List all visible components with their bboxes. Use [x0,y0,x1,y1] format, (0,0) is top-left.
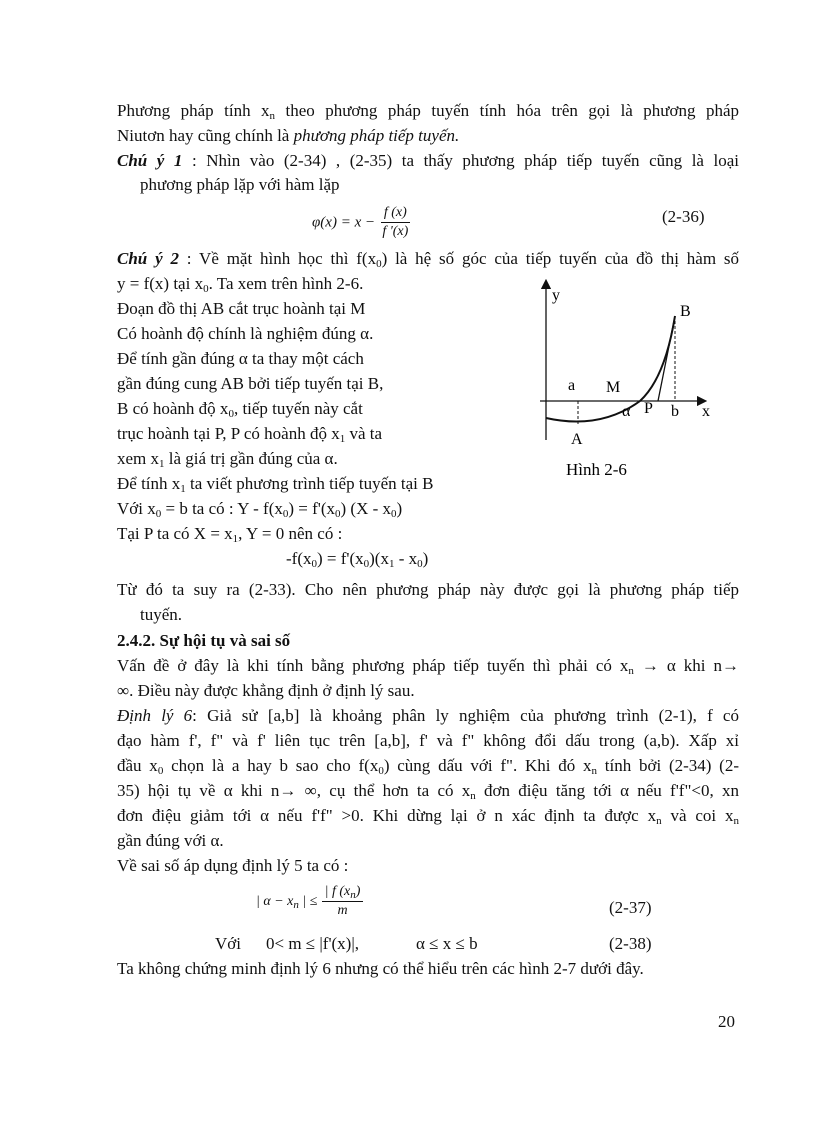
note2-line1: Chú ý 2 : Về mặt hình học thì $f(x_0)$ là hệ số góc của tiếp tuyến của đồ thị hàm số [117,249,739,270]
label-a: a [568,377,576,394]
note1-label: Chú ý 1 [117,151,183,170]
note2-line3: Đoạn đồ thị AB cắt trục hoành tại M [117,299,366,318]
note2-line11: Với $x_0 = b$ ta có : $Y - f(x_0) = f'(x_0)$ $(X - x_0)$ [117,499,403,520]
label-b: b [671,403,679,420]
theorem-line6: gần đúng với α. [117,831,224,850]
closing-line: Ta không chứng minh định lý 6 nhưng có thể hiểu trên các hình 2-7 dưới đây. [117,959,644,978]
para1-line2: Niutơn hay cũng chính là phương pháp tiếp tuyến. [117,126,460,145]
curve-ab [546,316,675,422]
note2-line12: Tại P ta có $X = x_1$, Y = 0 nên có : [117,524,343,545]
label-y: y [552,287,560,304]
label-M: M [606,379,621,396]
label-B: B [680,303,691,320]
equation-2-38-with: Với [215,934,241,953]
label-alpha: α [622,403,631,420]
note2-line4: Có hoành độ chính là nghiệm đúng α. [117,324,374,343]
equation-number-2-36: (2-36) [662,207,705,226]
theorem-line2: đạo hàm f', f" và f' liên tục trên [a,b], f' và f" không đổi dấu trong (a,b). Xấp xỉ [117,731,739,750]
theorem-line4: 35) hội tụ về α khi n→ ∞, cụ thể hơn ta có $x_n$ đơn điệu tăng tới α nếu f'f"<0, xn [117,781,739,802]
equation-2-38-condition-m: 0< m ≤ |f'(x)|, [266,934,359,953]
note2-line2: y = f(x) tại $x_0$. Ta xem trên hình 2-6. [117,274,364,295]
section-line1: Vấn đề ở đây là khi tính bằng phương pháp tiếp tuyến thì phải có $x_n \to \alpha$ khi n→ [117,656,739,677]
tangent-line [658,316,675,401]
section-heading: 2.4.2. Sự hội tụ và sai số [117,631,291,650]
equation-2-37: | $\alpha - x_n$ | ≤ $\frac{| f (x_n)}{m}$ [256,884,363,919]
section-line2: ∞. Điều này được khẳng định ở định lý sau. [117,681,415,700]
note2-label: Chú ý 2 [117,249,179,268]
note2-line15: tuyến. [140,605,183,624]
page-number: 20 [718,1012,735,1031]
label-x: x [702,403,710,420]
equation-2-36: φ(x) = x − $\frac{f (x)}{f '(x)}$ [312,205,409,239]
theorem-line1: Định lý 6: Giả sử [a,b] là khoảng phân ly nghiệm của phương trình (2-1), f có [117,706,739,725]
note2-line8: trục hoành tại P, P có hoành độ $x_1$ và ta [117,424,383,445]
note2-line13: $-f(x_0) = f'(x_0)(x_1 - x_0)$ [286,549,429,570]
note2-line5: Để tính gần đúng α ta thay một cách [117,349,364,368]
equation-2-38-condition-x: α ≤ x ≤ b [416,934,478,953]
note2-line9: xem $x_1$ là giá trị gần đúng của α. [117,449,338,470]
note1-line1: Chú ý 1 : Nhìn vào (2-34) , (2-35) ta thấy phương pháp tiếp tuyến cũng là loại [117,151,740,170]
note2-line10: Để tính $x_1$ ta viết phương trình tiếp tuyến tại B [117,474,434,495]
equation-number-2-37: (2-37) [609,898,652,917]
para1-line1: Phương pháp tính $x_n$ theo phương pháp tuyến tính hóa trên gọi là phương pháp [117,101,740,122]
label-A: A [571,431,583,448]
figure-2-6 [530,278,730,478]
note2-line14: Từ đó ta suy ra (2-33). Cho nên phương pháp này được gọi là phương pháp tiếp [117,580,739,599]
figure-caption: Hình 2-6 [566,460,627,478]
theorem-line5: đơn điệu giảm tới α nếu f'f" >0. Khi dừng lại ở n xác định ta được $x_n$ và coi $x_n$ [117,806,739,827]
note2-line6: gần đúng cung AB bởi tiếp tuyến tại B, [117,374,384,393]
equation-number-2-38: (2-38) [609,934,652,953]
note2-line7: B có hoành độ $x_0$, tiếp tuyến này cắt [117,399,363,420]
label-P: P [644,400,653,417]
italic-term: phương pháp tiếp tuyến. [293,126,460,145]
theorem-line3: đầu $x_0$ chọn là a hay b sao cho $f(x_0)$ cùng dấu với f". Khi đó $x_n$ tính bởi (2-34) (2- [117,756,740,777]
theorem-line7: Về sai số áp dụng định lý 5 ta có : [117,856,349,875]
note1-line2: phương pháp lặp với hàm lặp [140,175,340,194]
theorem-label: Định lý 6 [117,706,193,725]
